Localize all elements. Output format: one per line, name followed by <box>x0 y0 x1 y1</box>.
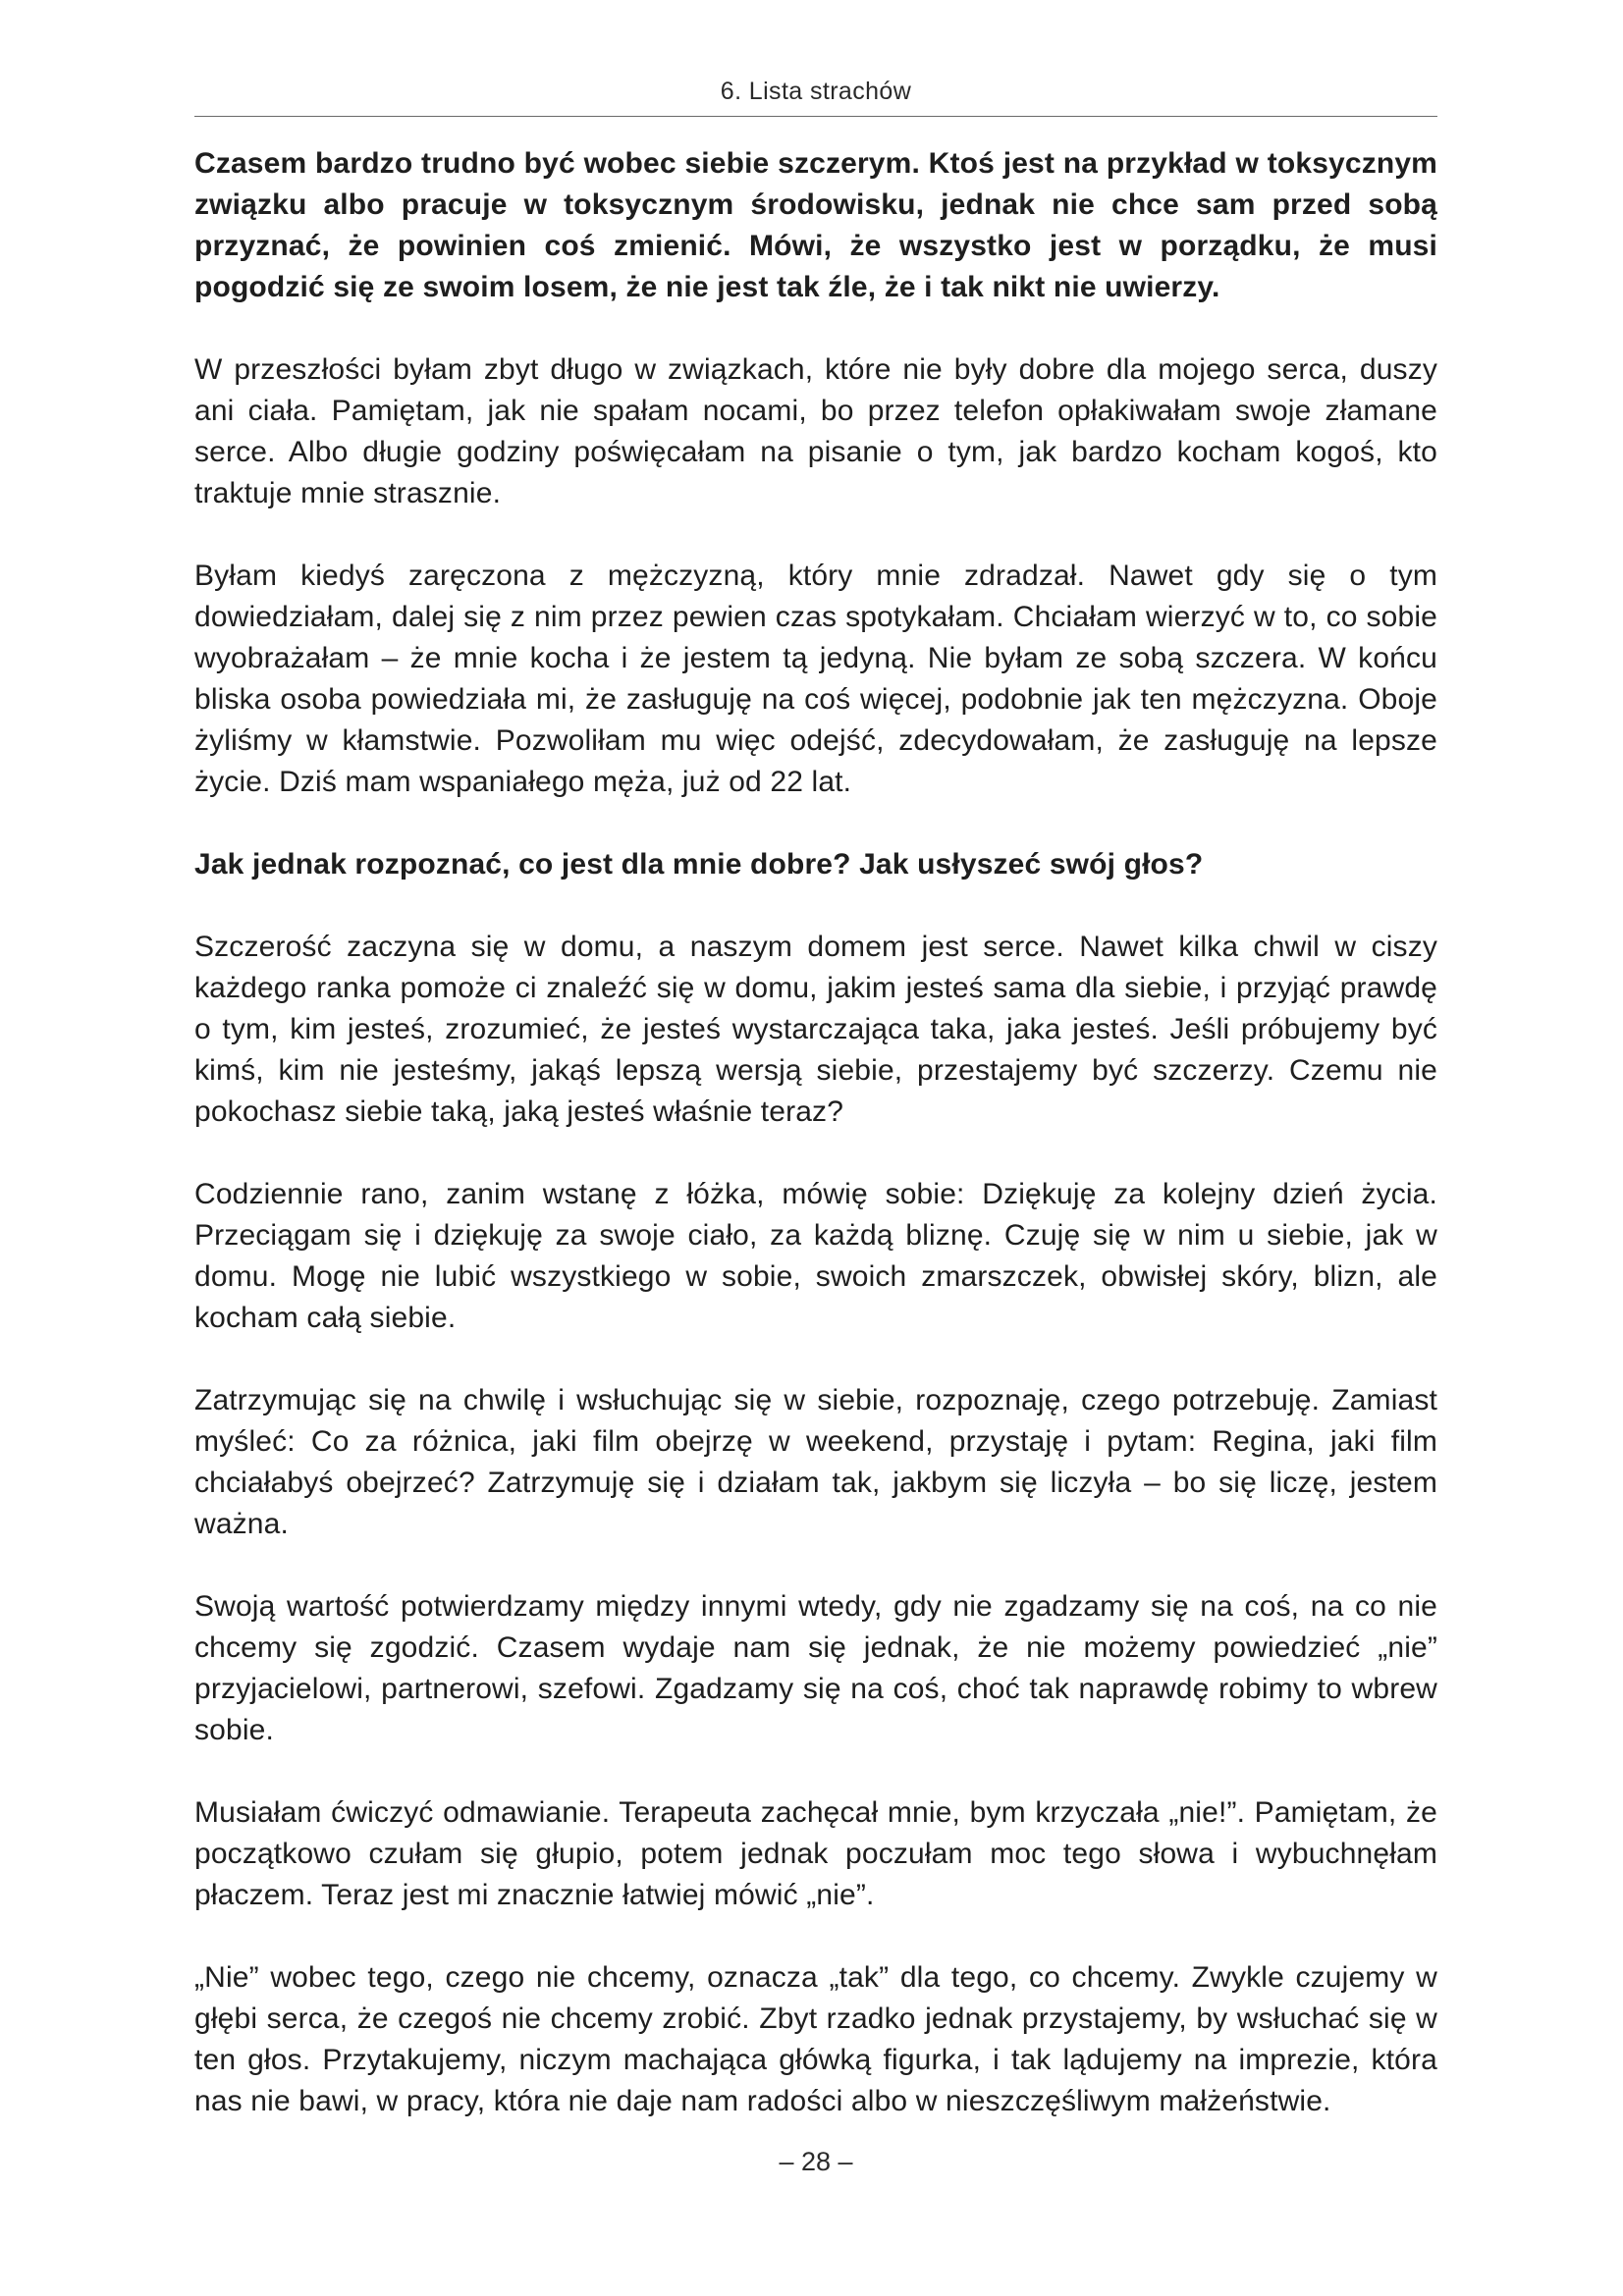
book-page <box>194 0 1437 2296</box>
paragraph: „Nie” wobec tego, czego nie chcemy, oznacza „tak” dla tego, co chcemy. Zwykle czujemy w głębi serca, że czegoś nie chcemy zrobić. Zbyt rzadko jednak przystajemy, by wsłuchać się w ten głos. Przytakujemy, niczym machająca główką figurka, i tak lądujemy na imprezie, która nas nie bawi, w pracy, która nie daje nam radości albo w nieszczęśliwym małżeństwie. <box>194 1961 1437 2117</box>
paragraph: Musiałam ćwiczyć odmawianie. Terapeuta zachęcał mnie, bym krzyczała „nie!”. Pamiętam, że początkowo czułam się głupio, potem jednak poczułam moc tego słowa i wybuchnęłam płaczem. Teraz jest mi znacznie łatwiej mówić „nie”. <box>194 1796 1437 1911</box>
header-divider <box>194 116 1437 117</box>
paragraph-intro: Czasem bardzo trudno być wobec siebie szczerym. Ktoś jest na przykład w toksycznym związku albo pracuje w toksycznym środowisku, jednak nie chce sam przed sobą przyznać, że powinien coś zmienić. Mówi, że wszystko jest w porządku, że musi pogodzić się ze swoim losem, że nie jest tak źle, że i tak nikt nie uwierzy. <box>194 147 1437 303</box>
page-number: – 28 – <box>779 2147 853 2176</box>
paragraph: Swoją wartość potwierdzamy między innymi wtedy, gdy nie zgadzamy się na coś, na co nie chcemy się zgodzić. Czasem wydaje nam się jednak, że nie możemy powiedzieć „nie” przyjacielowi, partnerowi, szefowi. Zgadzamy się na coś, choć tak naprawdę robimy to wbrew sobie. <box>194 1590 1437 1746</box>
paragraph: W przeszłości byłam zbyt długo w związkach, które nie były dobre dla mojego serca, duszy ani ciała. Pamiętam, jak nie spałam nocami, bo przez telefon opłakiwałam swoje złamane serce. Albo długie godziny poświęcałam na pisanie o tym, jak bardzo kocham kogoś, kto traktuje mnie strasznie. <box>194 353 1437 509</box>
body-text <box>194 143 1437 2122</box>
paragraph: Codziennie rano, zanim wstanę z łóżka, mówię sobie: Dziękuję za kolejny dzień życia. Przeciągam się i dziękuję za swoje ciało, za każdą bliznę. Czuję się w nim u siebie, jak w domu. Mogę nie lubić wszystkiego w sobie, swoich zmarszczek, obwisłej skóry, blizn, ale kocham całą siebie. <box>194 1178 1437 1334</box>
running-header: 6. Lista strachów <box>720 78 912 105</box>
paragraph-question: Jak jednak rozpoznać, co jest dla mnie dobre? Jak usłyszeć swój głos? <box>194 848 1204 881</box>
paragraph: Byłam kiedyś zaręczona z mężczyzną, który mnie zdradzał. Nawet gdy się o tym dowiedziałam, dalej się z nim przez pewien czas spotykałam. Chciałam wierzyć w to, co sobie wyobrażałam – że mnie kocha i że jestem tą jedyną. Nie byłam ze sobą szczera. W końcu bliska osoba powiedziała mi, że zasługuję na coś więcej, podobnie jak ten mężczyzna. Oboje żyliśmy w kłamstwie. Pozwoliłam mu więc odejść, zdecydowałam, że zasługuję na lepsze życie. Dziś mam wspaniałego męża, już od 22 lat. <box>194 560 1437 798</box>
paragraph: Szczerość zaczyna się w domu, a naszym domem jest serce. Nawet kilka chwil w ciszy każdego ranka pomoże ci znaleźć się w domu, jakim jesteś sama dla siebie, i przyjąć prawdę o tym, kim jesteś, zrozumieć, że jesteś wystarczająca taka, jaka jesteś. Jeśli próbujemy być kimś, kim nie jesteśmy, jakąś lepszą wersją siebie, przestajemy być szczerzy. Czemu nie pokochasz siebie taką, jaką jesteś właśnie teraz? <box>194 931 1437 1128</box>
paragraph: Zatrzymując się na chwilę i wsłuchując się w siebie, rozpoznaję, czego potrzebuję. Zamiast myśleć: Co za różnica, jaki film obejrzę w weekend, przystaję i pytam: Regina, jaki film chciałabyś obejrzeć? Zatrzymuję się i działam tak, jakbym się liczyła – bo się liczę, jestem ważna. <box>194 1384 1437 1540</box>
